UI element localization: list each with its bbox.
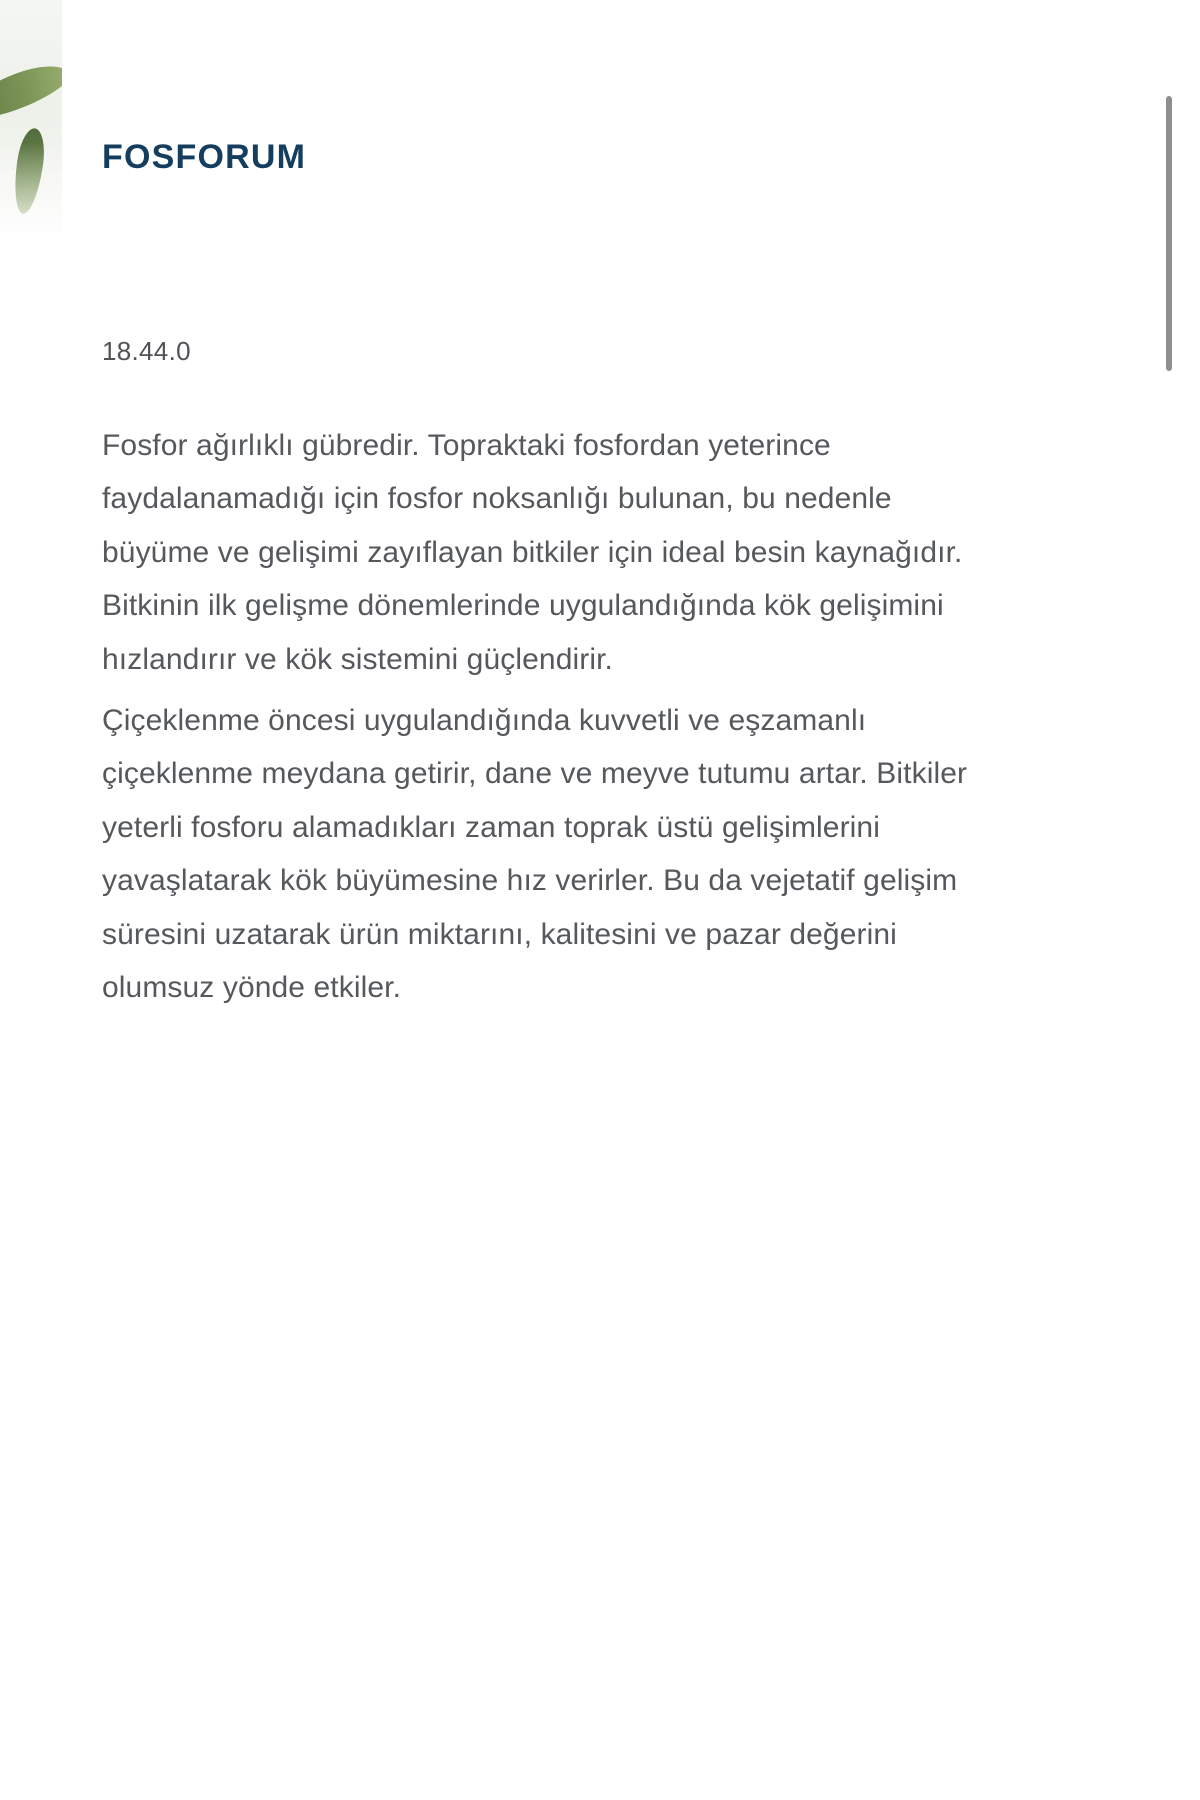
page-title: FOSFORUM — [102, 138, 307, 176]
bottom-spacer — [0, 1688, 1200, 1800]
leaf-fade-overlay — [0, 0, 62, 238]
decorative-leaf-strip-left — [0, 0, 62, 238]
content-column — [62, 0, 1134, 1800]
paragraph: Fosfor ağırlıklı gübredir. Topraktaki fosfordan yeterince faydalanamadığı için fosfor noksanlığı bulunan, bu nedenle büyüme ve gelişimi zayıflayan bitkiler için ideal besin kaynağıdır. Bitkinin ilk gelişme dönemlerinde uygulandığında kök gelişimini hızlandırır ve kök sistemini güçlendirir. — [102, 429, 963, 676]
scrollbar-thumb[interactable] — [1166, 96, 1172, 371]
body-copy — [102, 367, 1002, 1014]
product-code: 18.44.0 — [102, 336, 191, 366]
vertical-scrollbar[interactable] — [1188, 0, 1200, 1800]
paragraph: Çiçeklenme öncesi uygulandığında kuvvetli ve eşzamanlı çiçeklenme meydana getirir, dane ve meyve tutumu artar. Bitkiler yeterli fosforu alamadıkları zaman toprak üstü gelişimlerini yavaşlatarak kök büyümesine hız verirler. Bu da vejetatif gelişim süresini uzatarak ürün miktarını, kalitesini ve pazar değerini olumsuz yönde etkiler. — [102, 703, 968, 1004]
